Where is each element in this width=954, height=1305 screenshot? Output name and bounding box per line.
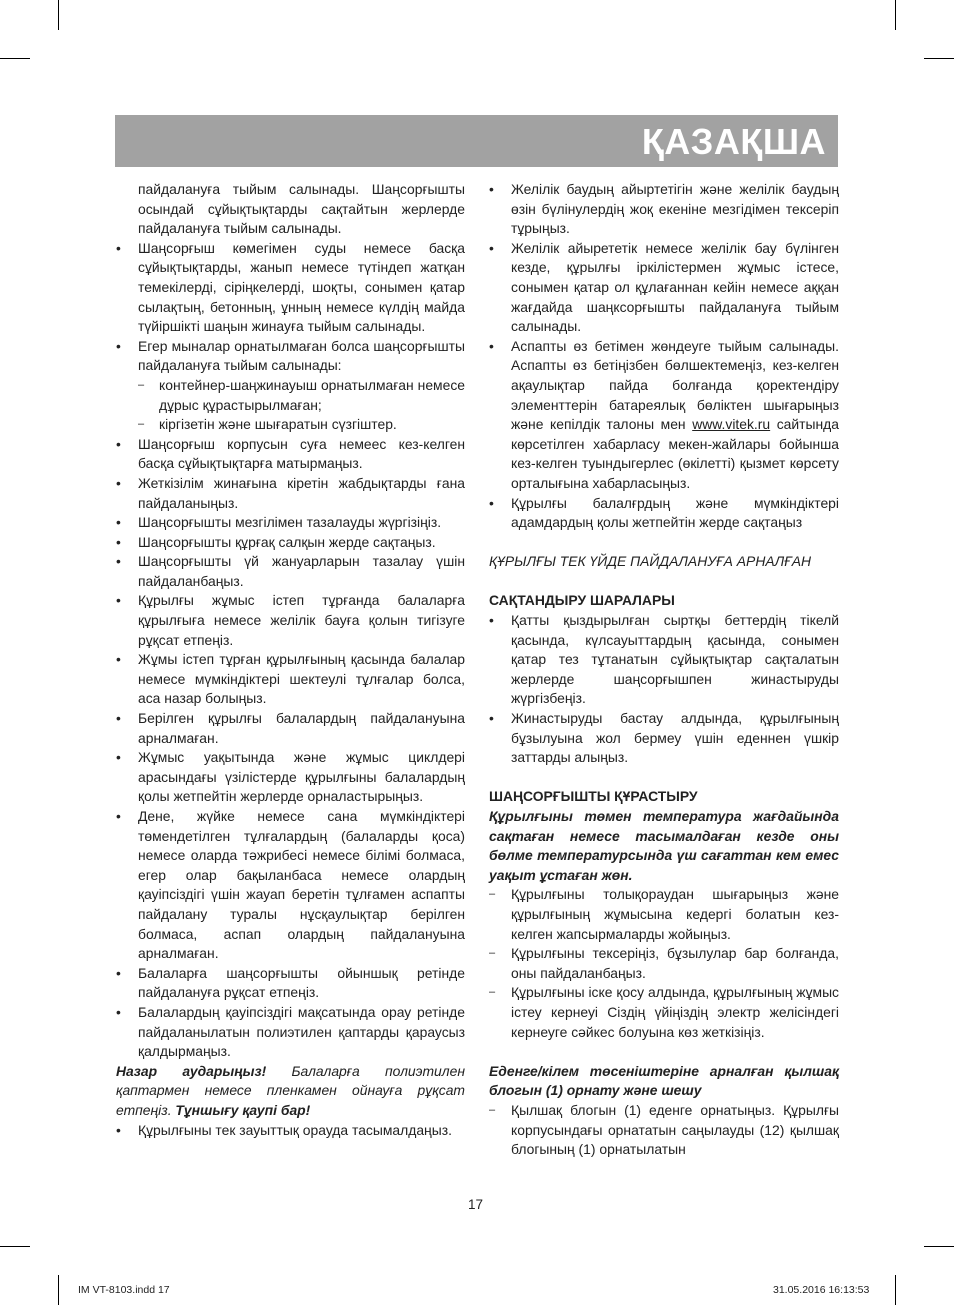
crop-mark (58, 1275, 59, 1305)
dash-item: – кіргізетін және шығаратын сүзгіштер. (138, 416, 397, 433)
section-heading-safety: САҚТАНДЫРУ ШАРАЛАРЫ (489, 592, 675, 609)
crop-mark (58, 0, 59, 30)
list-item: • Жеткізілім жинағына кіретін жабдықтарды ғана пайдаланыңыз. (116, 474, 465, 511)
section-heading-assembly: ШАҢСОРҒЫШТЫ ҚҰРАСТЫРУ (489, 788, 698, 805)
dash-item: – Қылшақ блогын (1) еденге орнатыңыз. Құрылғы корпусындағы орнататын саңылауды (12) қылшақ блогының (1) орнатылатын (489, 1101, 839, 1158)
footer-file: IM VT-8103.indd 17 (78, 1284, 170, 1296)
list-item: • Шаңсорғыш корпусын суға немеес кез-келген басқа сұйықтықтарға матырмаңыз. (116, 435, 465, 472)
left-column (116, 180, 465, 1140)
right-column (489, 180, 839, 1160)
crop-mark (924, 58, 954, 59)
warning-paragraph: Назар аударыңыз! Балаларға полиэтилен қаптармен немесе пленкамен ойнауға рұқсат етпеңіз. Тұншығу қаупі бар! (116, 1062, 465, 1118)
list-item: • Желілік айырететік немесе желілік бау бүлінген кезде, құрылғы іркілістермен жұмыс істесе, сонымен қатар ол құлағаннан кейін немесе аққан жағдайда шаңксорғышты пайдалануға тыйым салынады. (489, 239, 839, 335)
language-banner (115, 115, 838, 167)
footer-datetime: 31.05.2016 16:13:53 (773, 1284, 870, 1296)
dash-item: – Құрылғыны толықораудан шығарыңыз және құрылғының жұмысына кедергі болатын кез-келген жапсырмаларды жойыңыз. (489, 886, 839, 942)
banner-title: ҚАЗАҚША (641, 121, 826, 162)
list-item: • Дене, жүйке немесе сана мүмкіндіктері төмендетілген тұлғалардың (балаларды қоса) немесе оларда тәжрибесі немесе білімі болмаса, егер олар бақыланбаса немесе олардың қауіпсіздігі үшін жауап беретін тұлғамен аспапты пайдалану туралы нұсқаулықтар берілген болмаса, аспап олардың пайдалануына арналмаған. (116, 808, 465, 962)
list-item: • Балалардың қауіпсіздігі мақсатында орау ретінде пайдаланылатын полиэтилен қаптарды қараусыз қалдырмаңыз. (116, 1003, 465, 1060)
crop-mark (0, 58, 30, 59)
crop-mark (895, 1275, 896, 1305)
home-use-note: ҚҰРЫЛҒЫ ТЕК ҮЙДЕ ПАЙДАЛАНУҒА АРНАЛҒАН (489, 553, 811, 570)
list-item: • Жинастыруды бастау алдында, құрылғының бұзылуына жол бермеу үшін еденнен үшкір заттарды алыңыз. (489, 710, 839, 766)
continued-paragraph: пайдалануға тыйым салынады. Шаңсорғышты осындай сұйықтықтарды сақтайтын жерлерде пайдалануға тыйым салынады. (138, 181, 465, 237)
dash-item: – Құрылғыны тексеріңіз, бұзылулар бар болғанда, оны пайдаланбаңыз. (489, 945, 839, 981)
list-item: • Аспапты өз бетімен жөндеуге тыйым салынады. Аспапты өз бетіңізбен бөлшектемеңіз, кез-келген ақаулықтар пайда болғанда қоректендіру элементтерін батареялық бөліктен шығарыңыз және кепілдік талоны мен www.vitek.ru сайтында көрсетілген хабарласу мекен-жайлары бойынша кез-келген туындыгерлес (өкілетті) қызмет көрсету орталығына хабарласыңыз. (489, 337, 840, 491)
list-item: • Жұмы істеп тұрған құрылғының қасында балалар немесе мүмкіндіктері шектеулі тұлғалар болса, аса назар болыңыз. (116, 651, 465, 707)
website-link[interactable]: www.vitek.ru (692, 416, 771, 433)
list-item: • Жұмыс уақытында және жұмыс циклдері арасындағы үзілістерде құрылғыны балалардың қолы жетпейтін жерлерде орналастырыңыз. (116, 749, 465, 805)
subheading-brush: Еденге/кілем төсеніштеріне арналған қылшақ блогын (1) орнату және шешу (489, 1062, 839, 1099)
list-item: • Құрылғыны тек зауыттық орауда тасымалдаңыз. (116, 1121, 452, 1138)
list-item: • Құрылғы балалғрдың және мүмкіндіктері адамдардың қолы жетпейтін жерде сақтаңыз (489, 494, 839, 531)
list-item: • Егер мыналар орнатылмаған болса шаңсорғышты пайдалануға тыйым салынады: (116, 337, 465, 374)
crop-mark (924, 1246, 954, 1247)
crop-mark (895, 0, 896, 30)
list-item: • Желілік баудың айыртетігін және желілік баудың өзін бүлінулердің жоқ екеніне мезгідімен тексеріп тұрыңыз. (489, 181, 839, 237)
list-item: • Құрылғы жұмыс істеп тұрғанда балаларға құрылғыға немесе желілік бауға қолын тигізуге рұқсат етпеңіз. (116, 592, 465, 648)
page-number: 17 (468, 1197, 484, 1212)
crop-mark (0, 1246, 30, 1247)
list-item: • Шаңсорғышты құрғақ салқын жерде сақтаңыз. (116, 533, 436, 550)
list-item: • Шаңсорғышты үй жануарларын тазалау үшін пайдаланбаңыз. (116, 553, 465, 589)
list-item: • Қатты қыздырылған сыртқы беттердің тікелй қасында, күлсауыттардың қасында, сонымен қатар тез тұтанатын сұйықтықтар сақталатын жерлерде шаңсорғышпен жинастыруды жүргізбеңіз. (489, 612, 839, 707)
list-item: • Шаңсорғыш көмегімен суды немесе басқа сұйықтықтарды, жанып немесе түтіндеп жатқан темекілерді, сіріңкелерді, шоқты, сонымен қатар сылақтың, бетонның, ұнның немесе күлдің майда түйіршікті шаңын жинауға тыйым салынады. (116, 239, 465, 335)
dash-item: – Құрылғыны іске қосу алдында, құрылғының жұмыс істеу кернеуі Сіздің үйіңіздің электр желісіндегі кернеуге сәйкес болуына көз жеткізіңіз. (489, 984, 839, 1040)
list-item: • Шаңсорғышты мезгілімен тазалауды жүргізіңіз. (116, 514, 442, 531)
assembly-note: Құрылғыны төмен температура жағдайында сақтаған немесе тасымалдаған кезде оны бөлме температурсында үш сағаттан кем емес уақыт ұстаған жөн. (489, 808, 839, 883)
list-item: • Балаларға шаңсорғышты ойыншық ретінде пайдалануға рұқсат етпеңіз. (116, 964, 465, 1001)
list-item: • Берілген құрылғы балалардың пайдалануына арналмаған. (116, 710, 465, 746)
dash-item: – контейнер-шаңжинауыш орнатылмаған немесе дұрыс құрастырылмаған; (138, 376, 465, 413)
